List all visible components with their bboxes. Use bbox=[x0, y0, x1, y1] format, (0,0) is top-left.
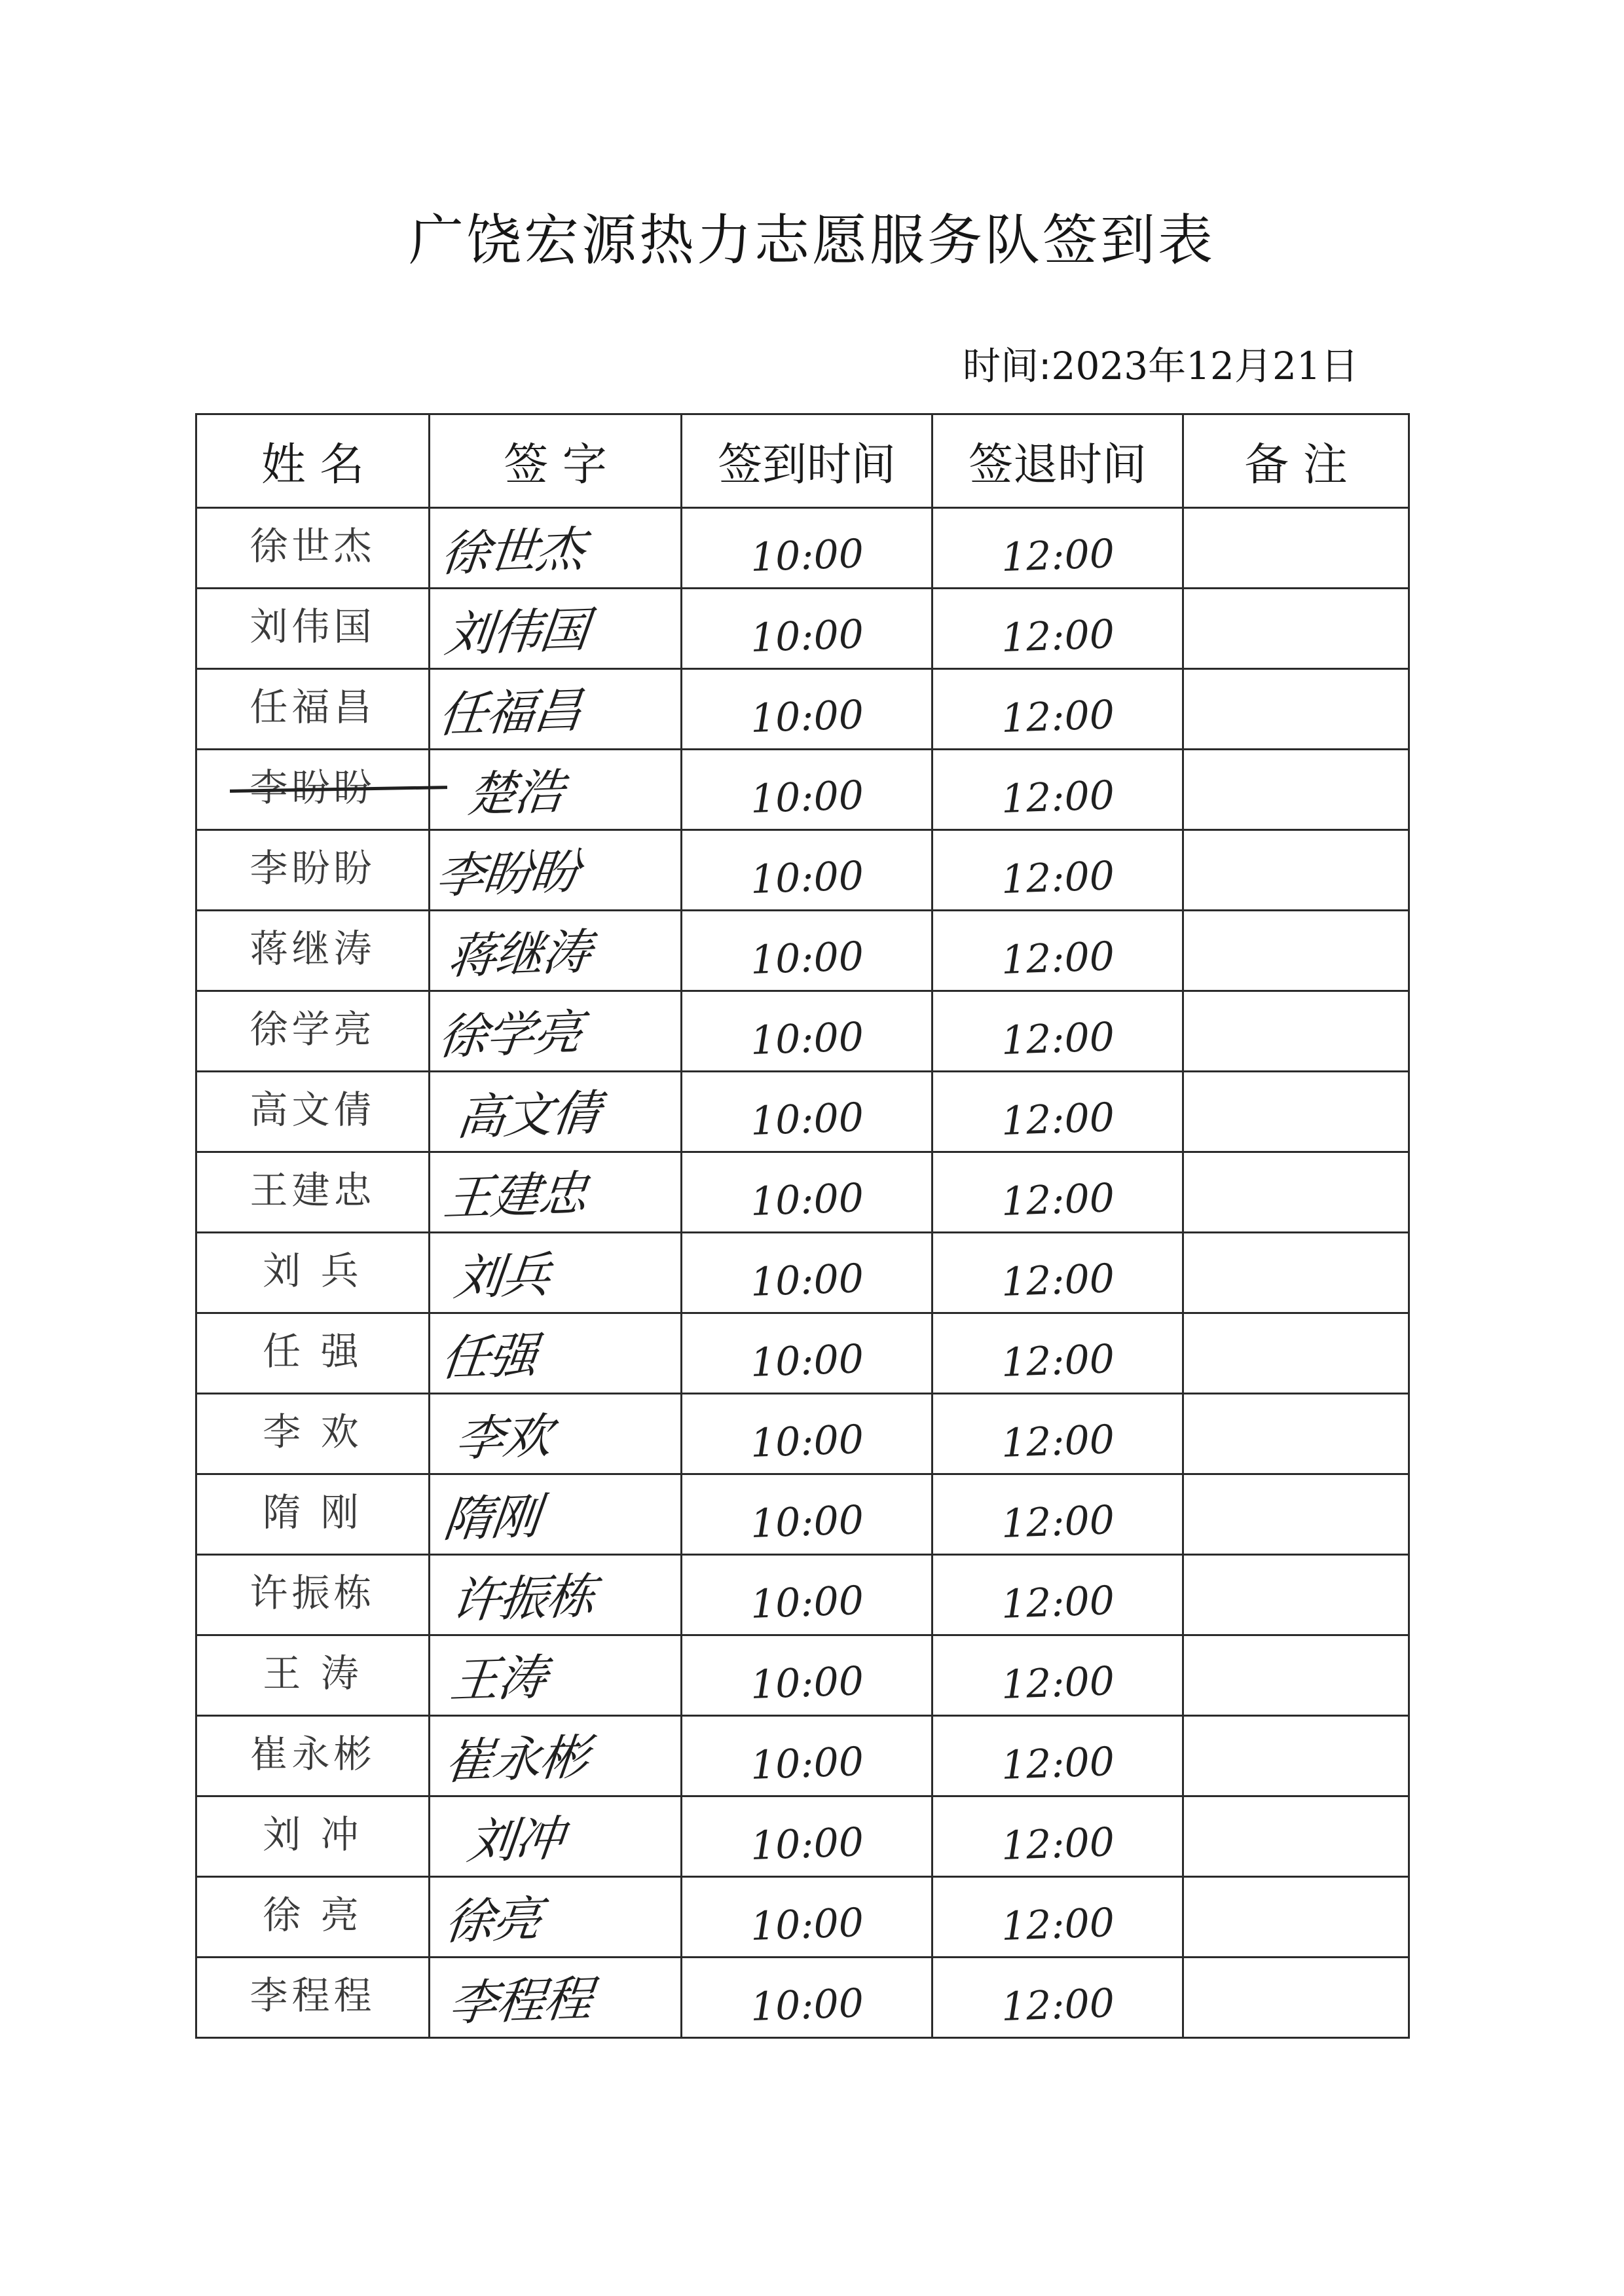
checkin-time: 10:00 bbox=[749, 773, 864, 822]
checkin-time-cell bbox=[682, 1877, 932, 1958]
checkout-time: 12:00 bbox=[1000, 1578, 1115, 1628]
checkout-time-cell bbox=[932, 1474, 1183, 1555]
checkout-time-cell bbox=[932, 1958, 1183, 2038]
printed-name: 李程程 bbox=[249, 1973, 376, 2018]
table-row bbox=[196, 1877, 1409, 1958]
header-signature: 签 字 bbox=[430, 414, 682, 508]
table-row bbox=[196, 1958, 1409, 2038]
printed-name: 蒋继涛 bbox=[249, 926, 376, 971]
signature-cell bbox=[430, 1877, 682, 1958]
name-cell bbox=[196, 1152, 430, 1233]
signin-table bbox=[195, 413, 1410, 2039]
printed-name: 王 涛 bbox=[263, 1651, 363, 1696]
header-remark: 备 注 bbox=[1183, 414, 1409, 508]
handwritten-signature: 徐学亮 bbox=[435, 1004, 584, 1066]
name-cell bbox=[196, 830, 430, 911]
checkout-time-cell bbox=[932, 508, 1183, 589]
table-row bbox=[196, 1716, 1409, 1796]
handwritten-signature: 任福昌 bbox=[435, 682, 584, 744]
checkout-time-cell bbox=[932, 1555, 1183, 1635]
remark-cell bbox=[1183, 1555, 1409, 1635]
printed-name: 崔永彬 bbox=[249, 1732, 376, 1776]
checkout-time: 12:00 bbox=[1000, 531, 1115, 581]
checkout-time: 12:00 bbox=[1000, 1980, 1115, 2030]
checkin-time-cell bbox=[682, 1072, 932, 1152]
printed-name: 李 欢 bbox=[263, 1410, 363, 1454]
handwritten-signature: 刘兵 bbox=[451, 1247, 553, 1307]
printed-name: 任 强 bbox=[263, 1329, 363, 1374]
checkin-time-cell bbox=[682, 669, 932, 750]
signature-cell bbox=[430, 1233, 682, 1313]
name-cell bbox=[196, 750, 430, 830]
checkin-time-cell bbox=[682, 508, 932, 589]
name-cell bbox=[196, 1394, 430, 1474]
table-row bbox=[196, 589, 1409, 669]
checkin-time: 10:00 bbox=[749, 1497, 864, 1547]
checkin-time-cell bbox=[682, 589, 932, 669]
checkin-time-cell bbox=[682, 830, 932, 911]
date-value: 2023年12月21日 bbox=[1051, 344, 1359, 388]
handwritten-signature: 王建忠 bbox=[441, 1165, 589, 1227]
checkin-time: 10:00 bbox=[749, 853, 864, 903]
remark-cell bbox=[1183, 1958, 1409, 2038]
checkout-time: 12:00 bbox=[1000, 1900, 1115, 1950]
checkout-time: 12:00 bbox=[1000, 1497, 1115, 1547]
remark-cell bbox=[1183, 1877, 1409, 1958]
header-row bbox=[196, 414, 1409, 508]
checkout-time: 12:00 bbox=[1000, 692, 1115, 742]
handwritten-signature: 王涛 bbox=[447, 1649, 549, 1709]
signature-cell bbox=[430, 830, 682, 911]
signature-cell bbox=[430, 750, 682, 830]
table-row bbox=[196, 1474, 1409, 1555]
remark-cell bbox=[1183, 1313, 1409, 1394]
handwritten-signature: 徐世杰 bbox=[438, 521, 587, 583]
name-cell bbox=[196, 1474, 430, 1555]
table-row bbox=[196, 1635, 1409, 1716]
checkin-time: 10:00 bbox=[749, 531, 864, 581]
checkout-time: 12:00 bbox=[1000, 1658, 1115, 1708]
table-row bbox=[196, 991, 1409, 1072]
remark-cell bbox=[1183, 991, 1409, 1072]
checkout-time: 12:00 bbox=[1000, 1014, 1115, 1064]
checkout-time: 12:00 bbox=[1000, 1256, 1115, 1305]
header-name: 姓 名 bbox=[196, 414, 430, 508]
printed-name: 刘 兵 bbox=[263, 1248, 363, 1293]
name-cell bbox=[196, 669, 430, 750]
name-cell bbox=[196, 1958, 430, 2038]
remark-cell bbox=[1183, 1072, 1409, 1152]
checkin-time-cell bbox=[682, 1233, 932, 1313]
table-row bbox=[196, 750, 1409, 830]
signature-cell bbox=[430, 911, 682, 991]
printed-name: 李盼盼 bbox=[249, 765, 376, 810]
checkin-time-cell bbox=[682, 1796, 932, 1877]
remark-cell bbox=[1183, 1716, 1409, 1796]
checkin-time: 10:00 bbox=[749, 1819, 864, 1869]
printed-name: 隋 刚 bbox=[263, 1490, 363, 1535]
header-checkin-time: 签到时间 bbox=[682, 414, 932, 508]
handwritten-signature: 任强 bbox=[438, 1327, 540, 1387]
signature-cell bbox=[430, 1716, 682, 1796]
remark-cell bbox=[1183, 1152, 1409, 1233]
remark-cell bbox=[1183, 589, 1409, 669]
table-row bbox=[196, 1313, 1409, 1394]
remark-cell bbox=[1183, 1635, 1409, 1716]
signature-cell bbox=[430, 589, 682, 669]
date-label: 时间: bbox=[963, 344, 1052, 388]
name-cell bbox=[196, 1233, 430, 1313]
table-row bbox=[196, 1555, 1409, 1635]
name-cell bbox=[196, 911, 430, 991]
remark-cell bbox=[1183, 830, 1409, 911]
name-cell bbox=[196, 1072, 430, 1152]
date-line bbox=[963, 335, 1359, 390]
checkin-time-cell bbox=[682, 911, 932, 991]
remark-cell bbox=[1183, 750, 1409, 830]
printed-name: 徐学亮 bbox=[249, 1007, 376, 1051]
checkout-time: 12:00 bbox=[1000, 1739, 1115, 1789]
checkin-time: 10:00 bbox=[749, 1980, 864, 2030]
handwritten-signature: 崔永彬 bbox=[442, 1729, 591, 1791]
checkout-time: 12:00 bbox=[1000, 1095, 1115, 1144]
remark-cell bbox=[1183, 669, 1409, 750]
checkout-time-cell bbox=[932, 1635, 1183, 1716]
printed-name: 徐 亮 bbox=[263, 1893, 363, 1937]
handwritten-signature: 徐亮 bbox=[442, 1891, 544, 1951]
handwritten-signature: 高文倩 bbox=[454, 1085, 602, 1146]
checkout-time-cell bbox=[932, 1877, 1183, 1958]
table-row bbox=[196, 830, 1409, 911]
printed-name: 任福昌 bbox=[249, 685, 376, 729]
checkout-time-cell bbox=[932, 1313, 1183, 1394]
printed-name: 王建忠 bbox=[249, 1168, 376, 1212]
name-cell bbox=[196, 1313, 430, 1394]
checkin-time: 10:00 bbox=[749, 1256, 864, 1305]
checkin-time-cell bbox=[682, 1474, 932, 1555]
checkin-time-cell bbox=[682, 1394, 932, 1474]
table-row bbox=[196, 1394, 1409, 1474]
signature-cell bbox=[430, 1394, 682, 1474]
checkin-time: 10:00 bbox=[749, 1739, 864, 1789]
name-cell bbox=[196, 1555, 430, 1635]
signature-cell bbox=[430, 1474, 682, 1555]
checkout-time: 12:00 bbox=[1000, 934, 1115, 983]
name-cell bbox=[196, 991, 430, 1072]
signature-cell bbox=[430, 1958, 682, 2038]
checkin-time-cell bbox=[682, 1635, 932, 1716]
checkin-time-cell bbox=[682, 750, 932, 830]
checkout-time: 12:00 bbox=[1000, 611, 1115, 661]
checkin-time: 10:00 bbox=[749, 1900, 864, 1950]
checkout-time: 12:00 bbox=[1000, 1417, 1115, 1467]
handwritten-signature: 刘冲 bbox=[464, 1810, 566, 1870]
remark-cell bbox=[1183, 1233, 1409, 1313]
checkin-time: 10:00 bbox=[749, 1658, 864, 1708]
header-checkout-time: 签退时间 bbox=[932, 414, 1183, 508]
checkout-time-cell bbox=[932, 1796, 1183, 1877]
table-row bbox=[196, 1233, 1409, 1313]
checkout-time-cell bbox=[932, 1152, 1183, 1233]
name-cell bbox=[196, 589, 430, 669]
name-cell bbox=[196, 1796, 430, 1877]
checkout-time: 12:00 bbox=[1000, 773, 1115, 822]
checkout-time: 12:00 bbox=[1000, 1175, 1115, 1225]
page-title: 广饶宏源热力志愿服务队签到表 bbox=[408, 208, 1215, 272]
signature-cell bbox=[430, 1555, 682, 1635]
checkin-time-cell bbox=[682, 1313, 932, 1394]
checkout-time-cell bbox=[932, 669, 1183, 750]
name-cell bbox=[196, 1635, 430, 1716]
checkin-time: 10:00 bbox=[749, 1578, 864, 1628]
table-row bbox=[196, 508, 1409, 589]
checkout-time: 12:00 bbox=[1000, 853, 1115, 903]
printed-name: 徐世杰 bbox=[249, 524, 376, 568]
handwritten-signature: 李欢 bbox=[452, 1408, 554, 1468]
checkin-time: 10:00 bbox=[749, 1175, 864, 1225]
checkout-time-cell bbox=[932, 1716, 1183, 1796]
checkout-time-cell bbox=[932, 1072, 1183, 1152]
name-cell bbox=[196, 508, 430, 589]
checkout-time-cell bbox=[932, 1394, 1183, 1474]
signature-cell bbox=[430, 508, 682, 589]
table-row bbox=[196, 1072, 1409, 1152]
printed-name: 许振栋 bbox=[249, 1571, 376, 1615]
handwritten-signature: 李盼盼 bbox=[433, 843, 581, 905]
checkin-time: 10:00 bbox=[749, 1417, 864, 1467]
name-cell bbox=[196, 1877, 430, 1958]
checkin-time: 10:00 bbox=[749, 1014, 864, 1064]
checkin-time-cell bbox=[682, 1716, 932, 1796]
handwritten-signature: 隋刚 bbox=[441, 1488, 542, 1548]
table-row bbox=[196, 911, 1409, 991]
remark-cell bbox=[1183, 508, 1409, 589]
remark-cell bbox=[1183, 1474, 1409, 1555]
remark-cell bbox=[1183, 1394, 1409, 1474]
handwritten-signature: 许振栋 bbox=[449, 1568, 597, 1630]
checkout-time-cell bbox=[932, 911, 1183, 991]
checkin-time: 10:00 bbox=[749, 1095, 864, 1144]
checkin-time: 10:00 bbox=[749, 934, 864, 983]
signature-cell bbox=[430, 669, 682, 750]
table-row bbox=[196, 669, 1409, 750]
signature-cell bbox=[430, 1313, 682, 1394]
handwritten-signature: 楚浩 bbox=[464, 763, 566, 824]
handwritten-signature: 刘伟国 bbox=[442, 602, 591, 663]
checkin-time: 10:00 bbox=[749, 692, 864, 742]
checkin-time-cell bbox=[682, 1152, 932, 1233]
checkout-time-cell bbox=[932, 589, 1183, 669]
checkin-time: 10:00 bbox=[749, 1336, 864, 1386]
checkout-time-cell bbox=[932, 750, 1183, 830]
signature-cell bbox=[430, 1072, 682, 1152]
printed-name: 高文倩 bbox=[249, 1087, 376, 1132]
remark-cell bbox=[1183, 1796, 1409, 1877]
checkin-time-cell bbox=[682, 1555, 932, 1635]
checkin-time: 10:00 bbox=[749, 611, 864, 661]
printed-name: 刘伟国 bbox=[249, 604, 376, 649]
handwritten-signature: 李程程 bbox=[446, 1971, 595, 2032]
printed-name: 刘 冲 bbox=[263, 1812, 363, 1857]
signature-cell bbox=[430, 1152, 682, 1233]
table-row bbox=[196, 1152, 1409, 1233]
checkout-time-cell bbox=[932, 1233, 1183, 1313]
handwritten-signature: 蒋继涛 bbox=[445, 924, 593, 985]
signature-cell bbox=[430, 991, 682, 1072]
printed-name: 李盼盼 bbox=[249, 846, 376, 890]
checkout-time: 12:00 bbox=[1000, 1819, 1115, 1869]
remark-cell bbox=[1183, 911, 1409, 991]
signature-cell bbox=[430, 1635, 682, 1716]
checkin-time-cell bbox=[682, 1958, 932, 2038]
signature-cell bbox=[430, 1796, 682, 1877]
checkout-time: 12:00 bbox=[1000, 1336, 1115, 1386]
name-cell bbox=[196, 1716, 430, 1796]
checkout-time-cell bbox=[932, 991, 1183, 1072]
checkout-time-cell bbox=[932, 830, 1183, 911]
checkin-time-cell bbox=[682, 991, 932, 1072]
table-body bbox=[196, 508, 1409, 2038]
table-row bbox=[196, 1796, 1409, 1877]
